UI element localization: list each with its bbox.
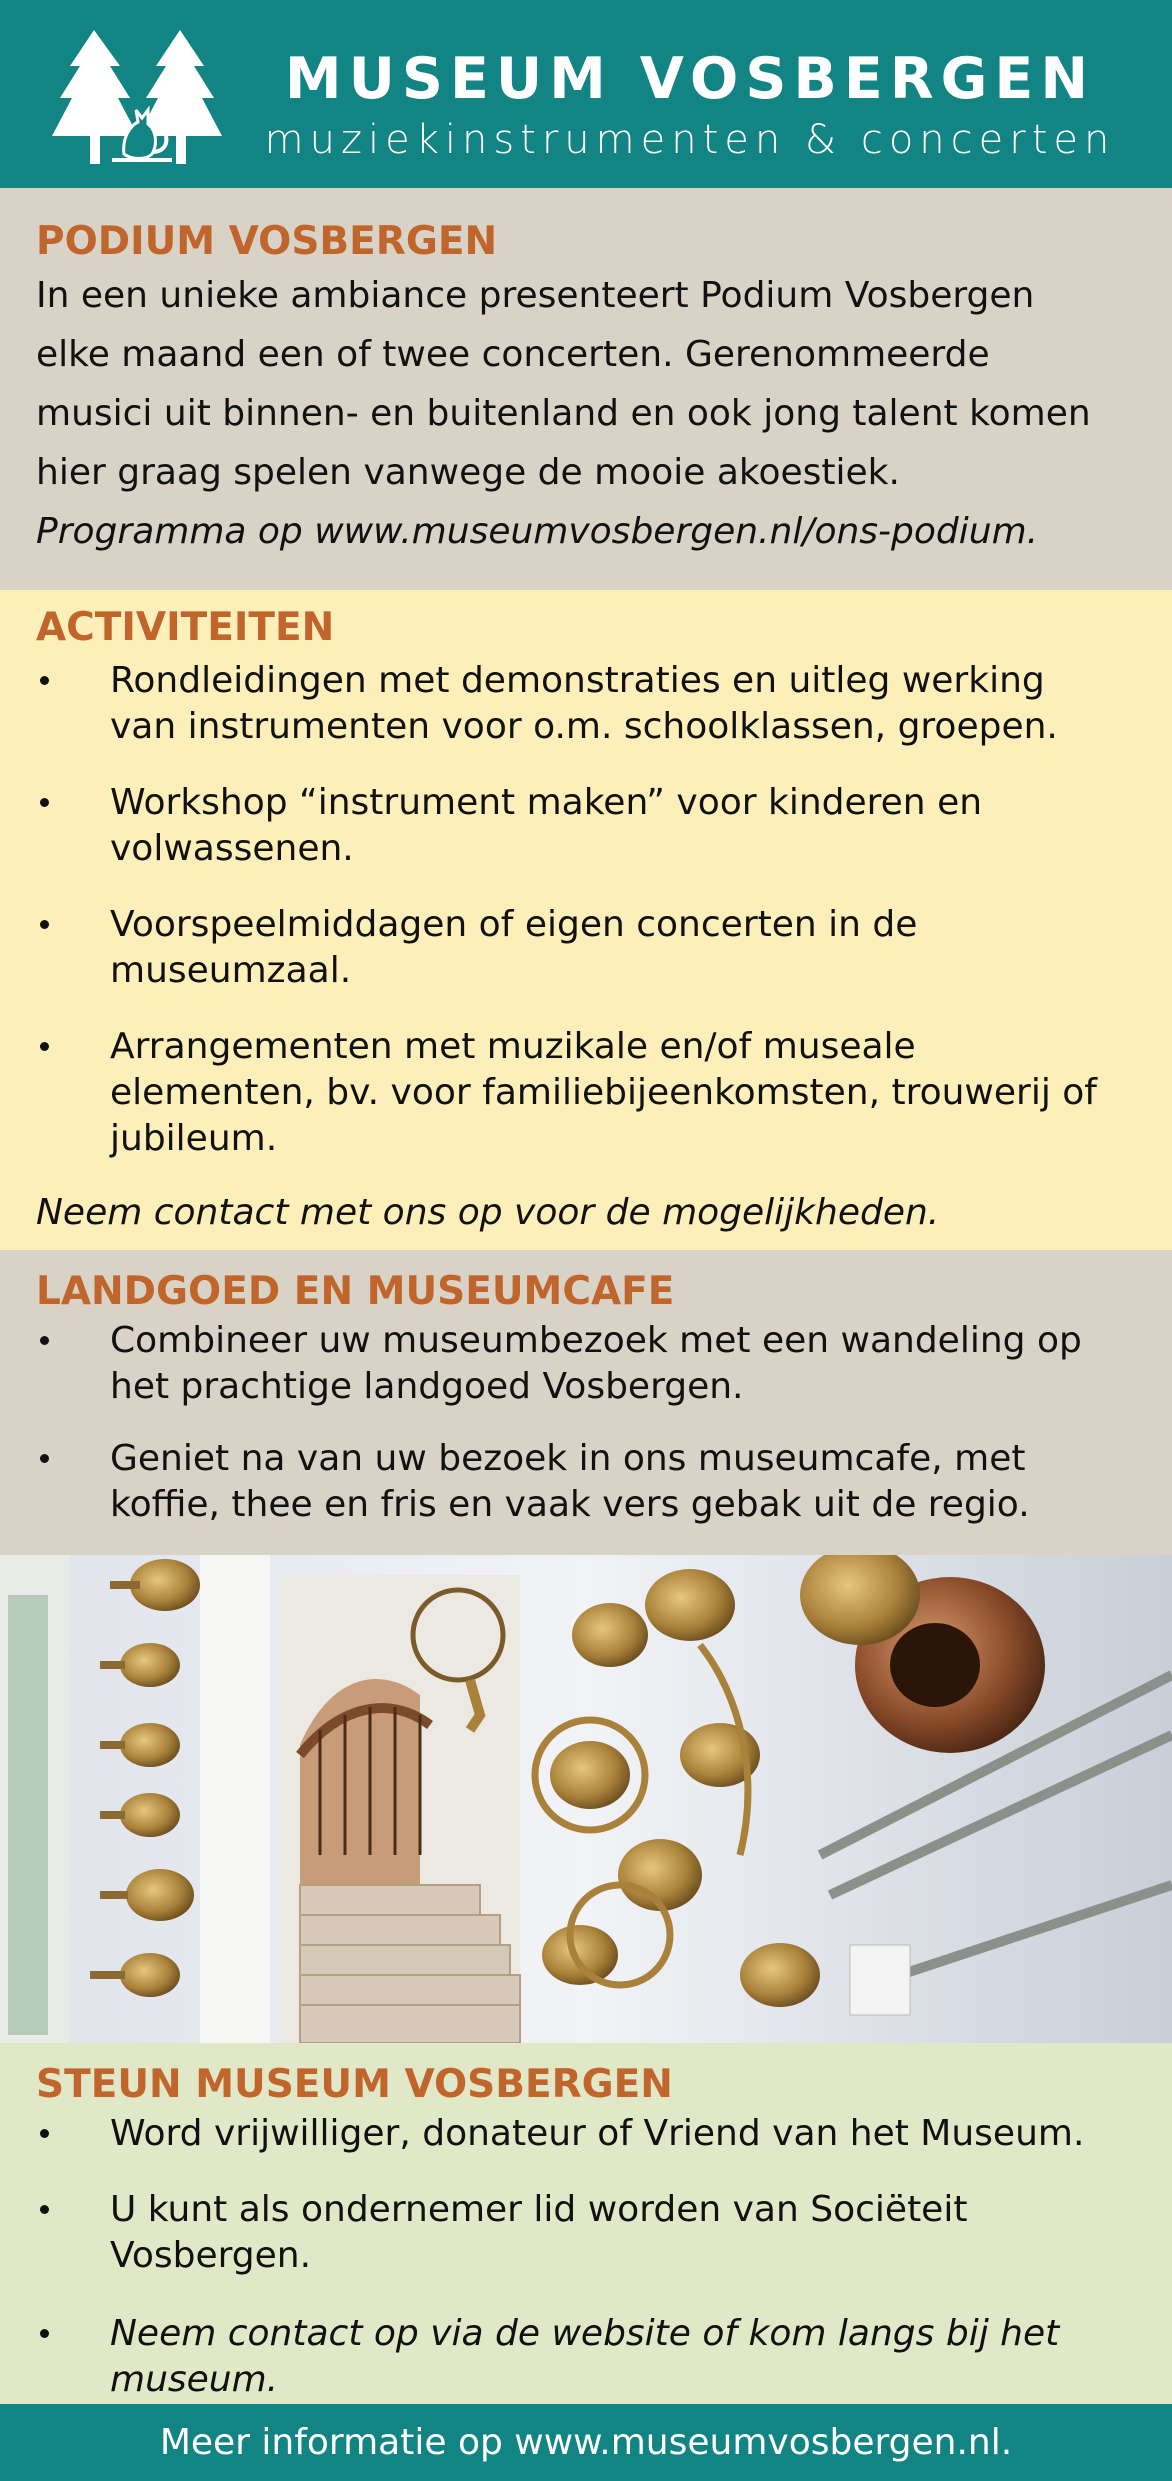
steun-heading: STEUN MUSEUM VOSBERGEN: [36, 2062, 673, 2107]
list-item: [36, 780, 1142, 872]
museum-subtitle: muziekinstrumenten & concerten: [264, 117, 1116, 163]
list-item-line: museumzaal.: [110, 950, 352, 991]
museum-title: MUSEUM VOSBERGEN: [284, 46, 1096, 112]
bullet-icon: [40, 2129, 49, 2138]
landgoed-heading: LANDGOED EN MUSEUMCAFE: [36, 1269, 675, 1314]
steun-section: [0, 2043, 1172, 2404]
museum-interior-photo: [0, 1555, 1172, 2043]
activiteiten-section: [0, 590, 1172, 1250]
list-item-line: Workshop “instrument maken” voor kinderen en: [110, 782, 983, 823]
podium-line: musici uit binnen- en buitenland en ook jong talent komen: [36, 393, 1091, 434]
podium-line: hier graag spelen vanwege de mooie akoestiek.: [36, 452, 900, 493]
instruments-illustration: [0, 1555, 1172, 2043]
list-item-line: U kunt als ondernemer lid worden van Sociëteit: [110, 2189, 968, 2230]
list-item-line: Word vrijwilliger, donateur of Vriend van het Museum.: [110, 2113, 1085, 2154]
podium-program-link[interactable]: Programma op www.museumvosbergen.nl/ons-podium.: [36, 511, 1039, 552]
bullet-icon: [40, 676, 49, 685]
bullet-icon: [40, 2329, 49, 2338]
footer-info: [0, 2404, 1172, 2481]
list-item-line: Voorspeelmiddagen of eigen concerten in de: [110, 904, 918, 945]
list-item: [36, 2187, 1142, 2279]
bullet-icon: [40, 1336, 49, 1345]
bullet-icon: [40, 2205, 49, 2214]
list-item: [36, 658, 1142, 750]
list-item-line: jubileum.: [110, 1118, 278, 1159]
podium-section: [0, 188, 1172, 590]
landgoed-section: [0, 1250, 1172, 1555]
list-item: [36, 902, 1142, 994]
podium-line: In een unieke ambiance presenteert Podium Vosbergen: [36, 275, 1035, 316]
list-item-line: Rondleidingen met demonstraties en uitleg werking: [110, 660, 1045, 701]
bullet-icon: [40, 798, 49, 807]
trees-fox-logo-icon: [52, 26, 222, 168]
bullet-icon: [40, 920, 49, 929]
list-item-line: elementen, bv. voor familiebijeenkomsten, trouwerij of: [110, 1072, 1097, 1113]
list-item-line: Geniet na van uw bezoek in ons museumcafe, met: [110, 1438, 1026, 1479]
list-item-line: Arrangementen met muzikale en/of museale: [110, 1026, 916, 1067]
footer-website-link[interactable]: Meer informatie op www.museumvosbergen.nl.: [159, 2422, 1013, 2463]
list-item-line: volwassenen.: [110, 828, 354, 869]
header-banner: [0, 0, 1172, 188]
list-item: [36, 1318, 1142, 1410]
list-item-line: Combineer uw museumbezoek met een wandeling op: [110, 1320, 1082, 1361]
list-item: [36, 2111, 1142, 2157]
list-item-line: het prachtige landgoed Vosbergen.: [110, 1366, 744, 1407]
list-item: [36, 1024, 1142, 1162]
list-item: [36, 1436, 1142, 1528]
list-item-line: Neem contact op via de website of kom langs bij het: [110, 2313, 1060, 2354]
activiteiten-note: Neem contact met ons op voor de mogelijkheden.: [36, 1192, 940, 1233]
landgoed-list: [36, 1318, 1142, 1528]
list-item-line: van instrumenten voor o.m. schoolklassen, groepen.: [110, 706, 1058, 747]
bullet-icon: [40, 1454, 49, 1463]
podium-heading: PODIUM VOSBERGEN: [36, 219, 498, 264]
podium-line: elke maand een of twee concerten. Gerenommeerde: [36, 334, 990, 375]
list-item-line: Vosbergen.: [110, 2235, 312, 2276]
list-item-line: koffie, thee en fris en vaak vers gebak uit de regio.: [110, 1484, 1030, 1525]
activiteiten-heading: ACTIVITEITEN: [36, 605, 335, 650]
bullet-icon: [40, 1042, 49, 1051]
steun-list: [36, 2111, 1142, 2403]
list-item-line: museum.: [110, 2359, 279, 2400]
list-item: [36, 2311, 1142, 2403]
activiteiten-list: [36, 658, 1142, 1162]
